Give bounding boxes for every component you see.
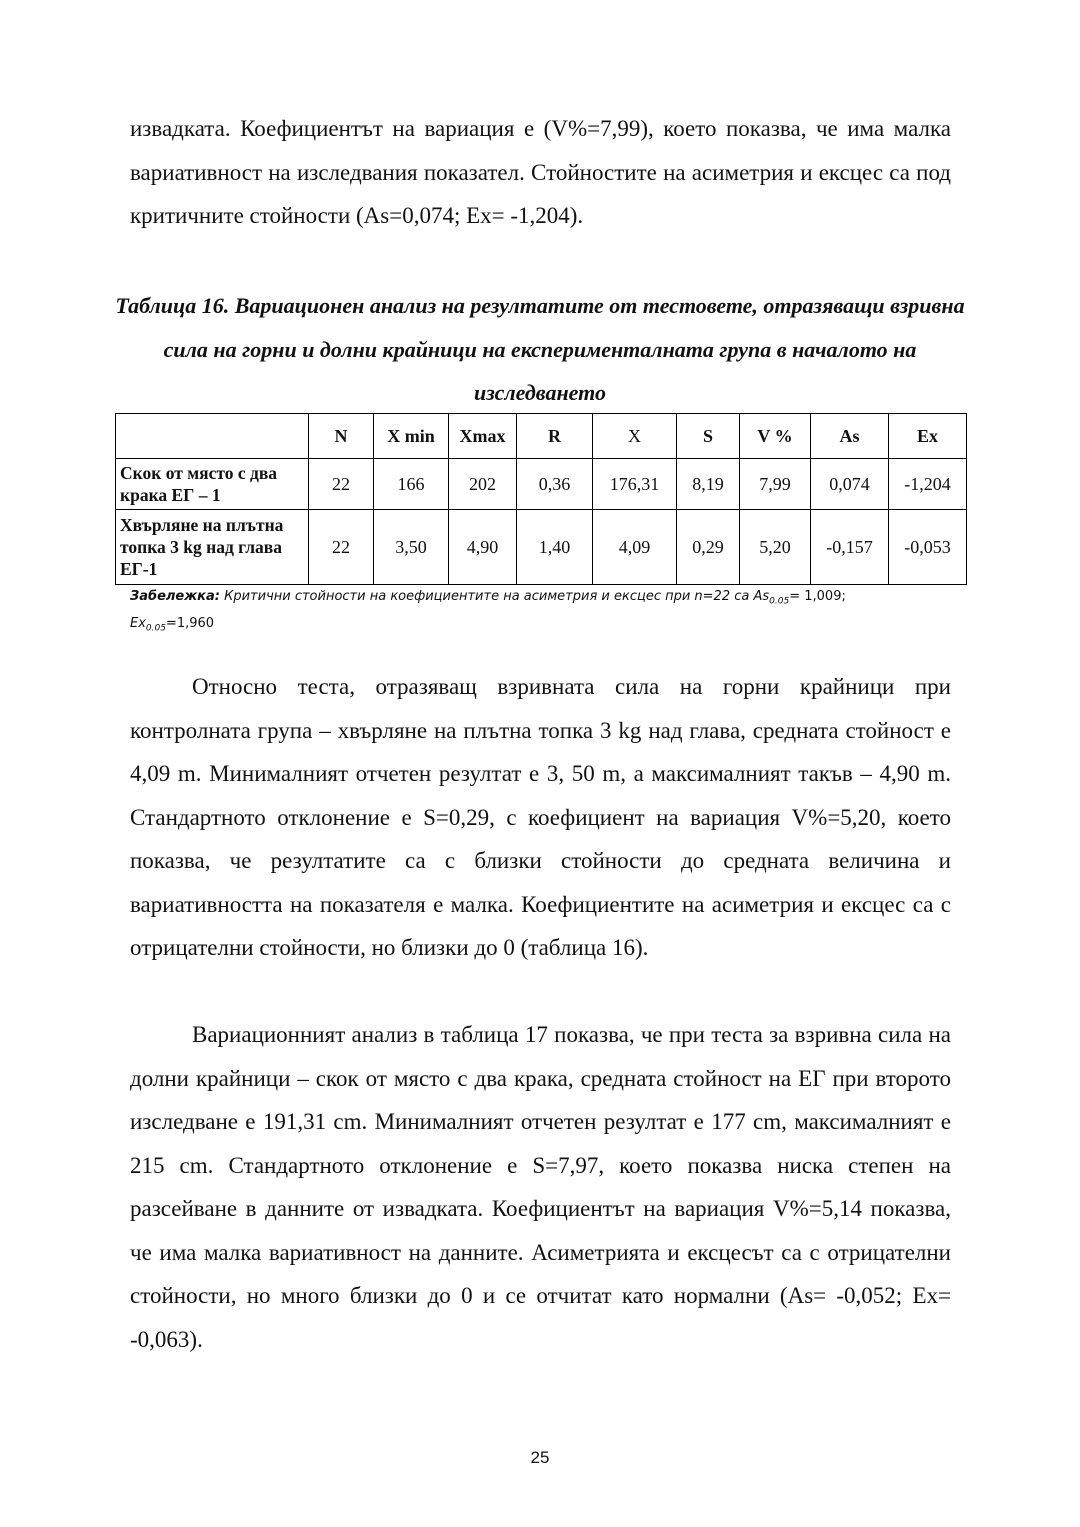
table-cell: 0,074 [811, 459, 889, 510]
table-row [116, 459, 967, 510]
row-label: Хвърляне на плътна топка 3 kg над глава ЕГ-1 [116, 510, 309, 585]
note-ex-value: =1,960 [165, 615, 215, 631]
paragraph-lower-limbs: Вариационният анализ в таблица 17 показва, че при теста за взривна сила на долни крайници – скок от място с два крака, средната стойност на ЕГ при второто изследване е 191,31 cm. Минималният отчетен резултат е 177 cm, максималният е 215 cm. Стандартното отклонение е S=7,97, което показва ниска степен на разсейване в данните от извадката. Коефициентът на вариация V%=5,14 показва, че има малка вариативност на данните. Асиметрията и ексцесът са с отрицателни стойности, но много близки до 0 и се отчитат като нормални (As= -0,052; Ex= -0,063). [130, 1022, 951, 1352]
table-header-cell: S [677, 414, 740, 459]
note-as-subscript: 0.05 [769, 596, 790, 607]
table-cell: 1,40 [517, 510, 593, 585]
table-cell: 202 [449, 459, 517, 510]
table-cell: 4,09 [593, 510, 677, 585]
table-header-row [116, 414, 967, 459]
table-cell: 3,50 [374, 510, 449, 585]
table-cell: 0,36 [517, 459, 593, 510]
note-text: Критични стойности на коефициентите на асиметрия и ексцес при n=22 са [224, 589, 750, 604]
note-ex-subscript: 0.05 [145, 623, 166, 634]
table-row [116, 510, 967, 585]
table-header-cell: Xmax [449, 414, 517, 459]
variation-table [115, 413, 967, 585]
table-note [130, 586, 960, 639]
row-label: Скок от място с два крака ЕГ – 1 [116, 459, 309, 510]
note-label: Забележка: [130, 589, 220, 604]
table-cell: 8,19 [677, 459, 740, 510]
table-cell: 22 [309, 459, 374, 510]
table-cell: 4,90 [449, 510, 517, 585]
table-header-cell [116, 414, 309, 459]
table-cell: -0,053 [889, 510, 967, 585]
table-cell: 166 [374, 459, 449, 510]
table-cell: 22 [309, 510, 374, 585]
paragraph-upper-limbs: Относно теста, отразяващ взривната сила на горни крайници при контролната група – хвърляне на плътна топка 3 kg над глава, средната стойност е 4,09 m. Минималният отчетен резултат е 3, 50 m, а максималният такъв – 4,90 m. Стандартното отклонение е S=0,29, с коефициент на вариация V%=5,20, което показва, че резултатите са с близки стойности до средната величина и вариативността на показателя е малка. Коефициентите на асиметрия и ексцес са с отрицателни стойности, но близки до 0 (таблица 16). [130, 674, 951, 960]
table-cell: -1,204 [889, 459, 967, 510]
page-number: 25 [530, 1448, 550, 1467]
table-header-cell: Ex [889, 414, 967, 459]
table-cell: 0,29 [677, 510, 740, 585]
table-cell: -0,157 [811, 510, 889, 585]
note-ex-symbol: Ex [130, 615, 146, 631]
table-header-cell: V % [740, 414, 811, 459]
table-cell: 176,31 [593, 459, 677, 510]
table-cell: 5,20 [740, 510, 811, 585]
table-header-cell: N [309, 414, 374, 459]
table-cell: 7,99 [740, 459, 811, 510]
table-header-cell: As [811, 414, 889, 459]
intro-paragraph: извадката. Коефициентът на вариация е (V%=7,99), което показва, че има малка вариативност на изследвания показател. Стойностите на асиметрия и ексцес са под критичните стойности (As=0,074; Ex= -1,204). [130, 116, 951, 228]
table-header-cell: X min [374, 414, 449, 459]
table-header-cell: R [517, 414, 593, 459]
note-as-value: = 1,009; [789, 589, 846, 604]
note-as-symbol: As [753, 589, 770, 604]
table-header-cell: X [593, 414, 677, 459]
table-caption: Таблица 16. Вариационен анализ на резултатите от тестовете, отразяващи взривна сила на горни и долни крайници на експерименталната група в началото на изследването [115, 293, 965, 405]
